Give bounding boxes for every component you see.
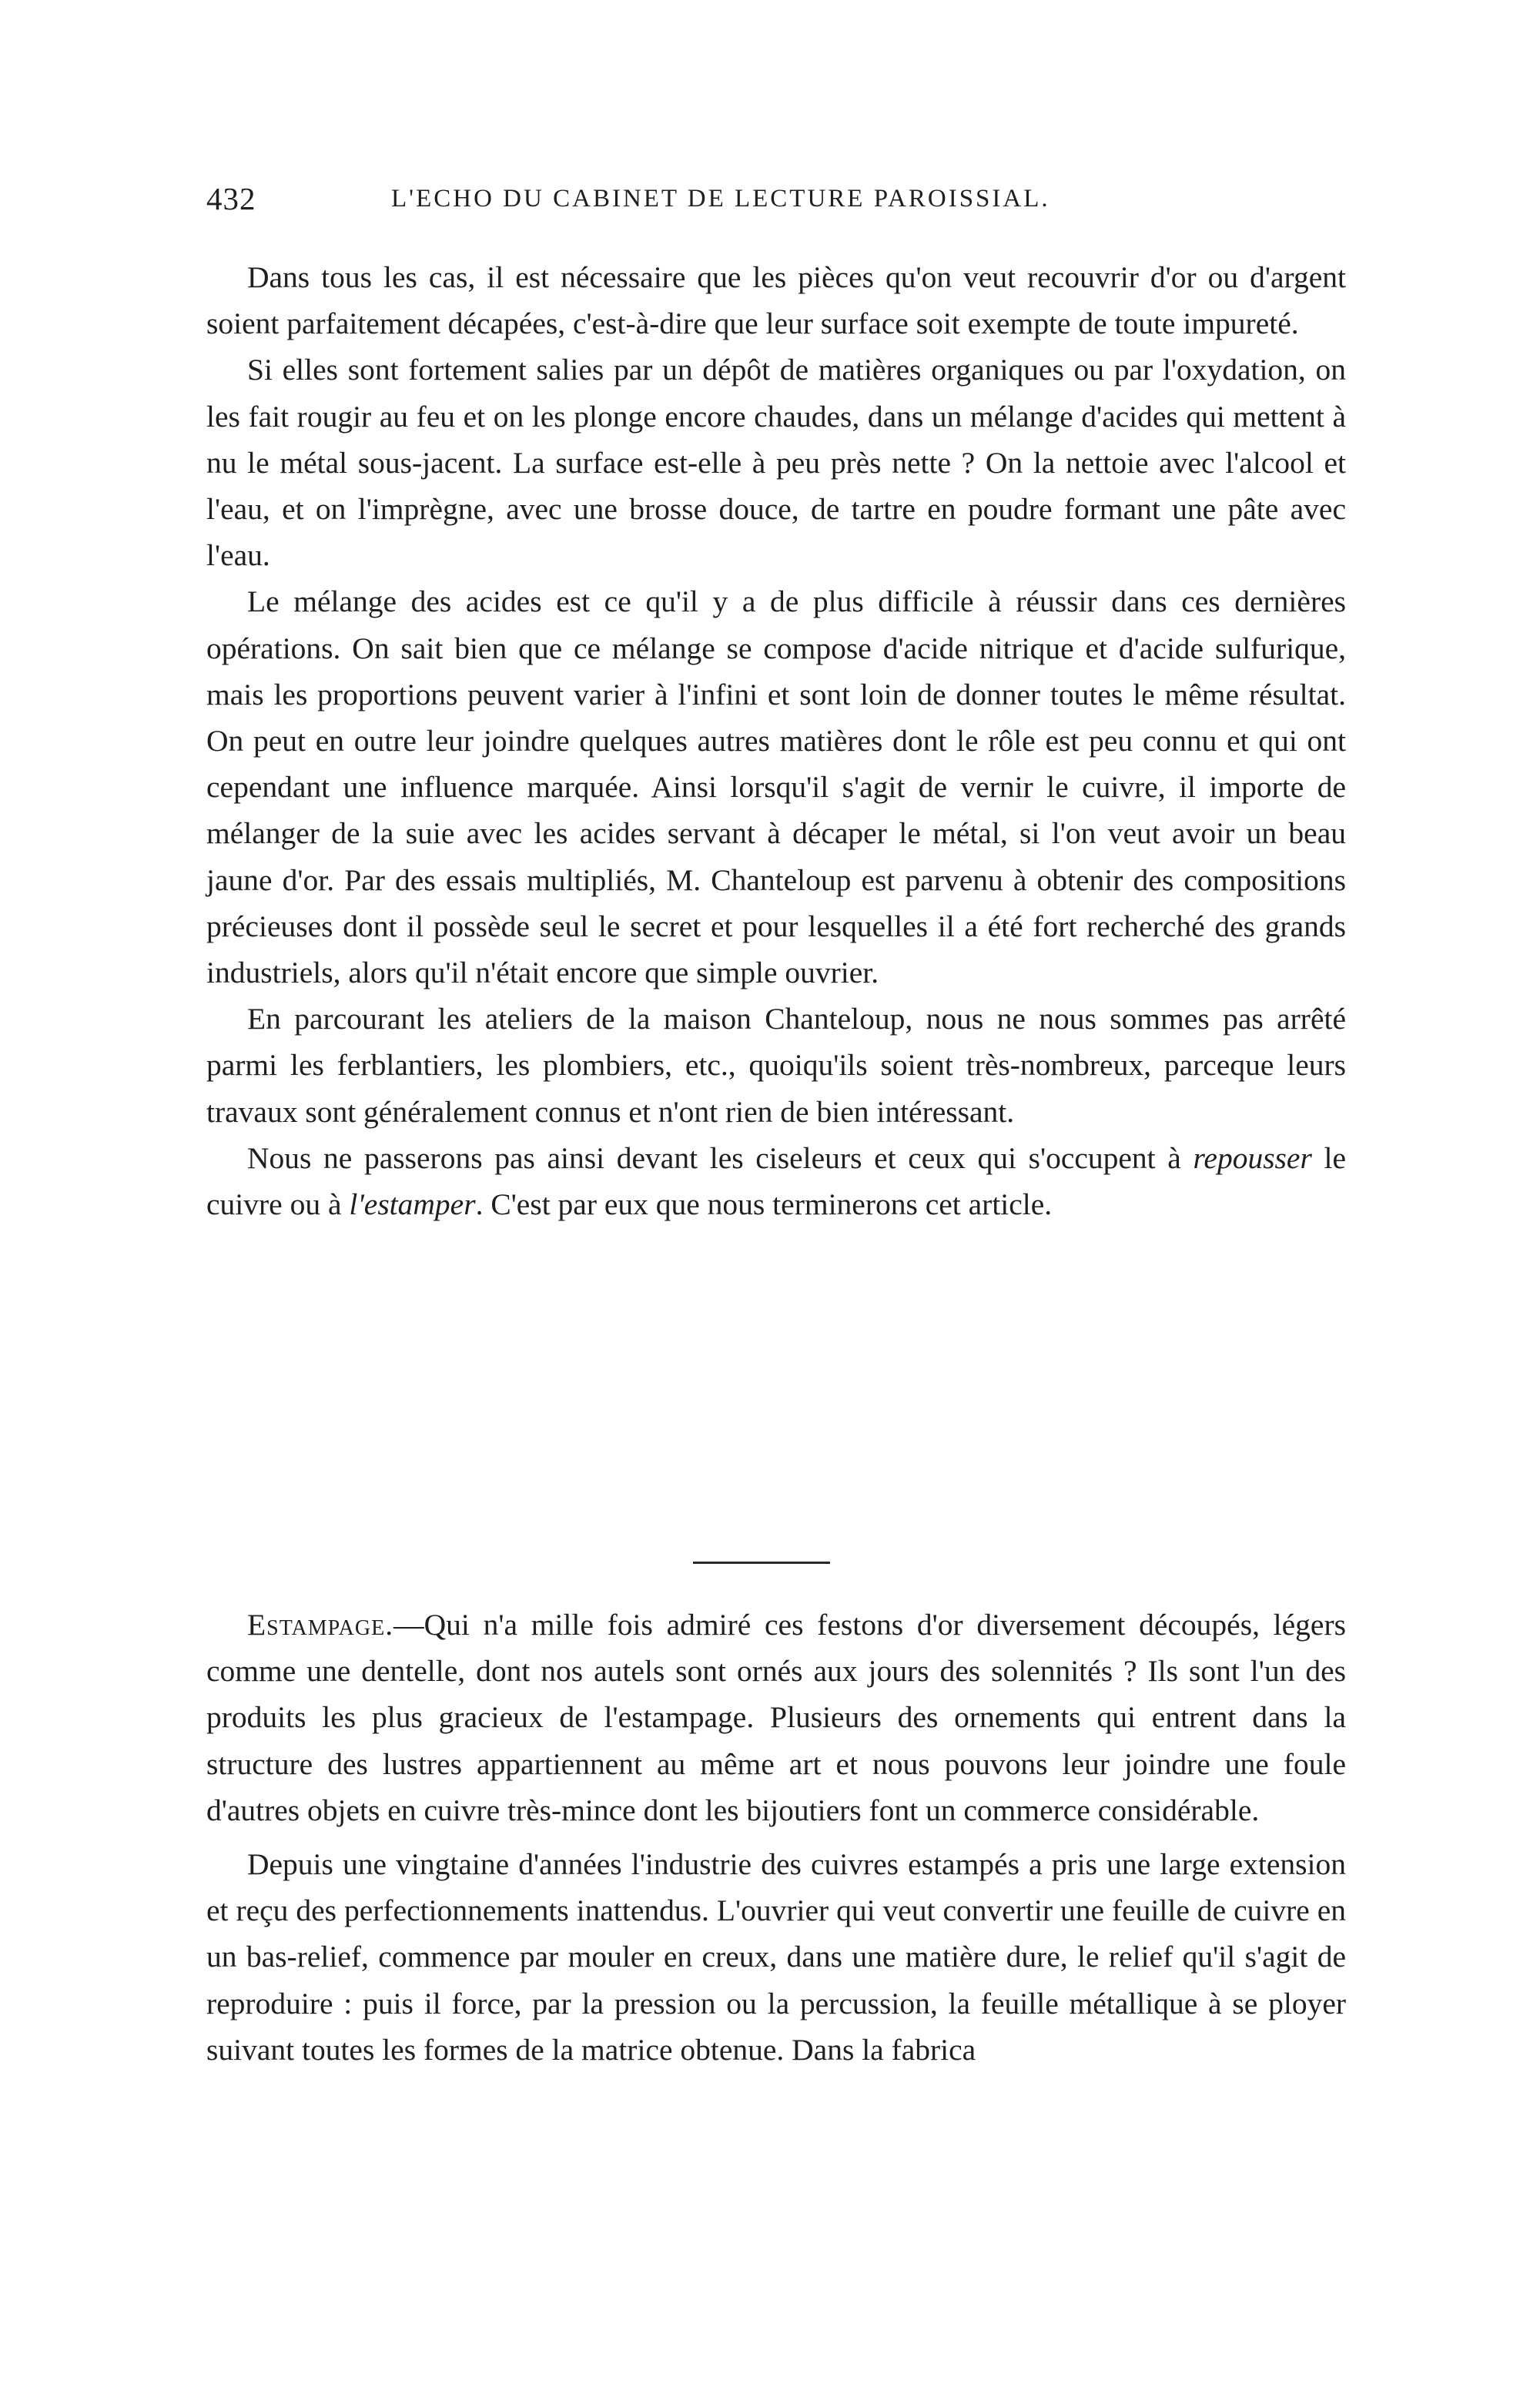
paragraph-closing <box>206 1135 1346 1227</box>
paragraph-with-heading <box>206 1602 1346 1833</box>
italic-term: repousser <box>1193 1140 1312 1175</box>
paragraph: Dans tous les cas, il est nécessaire que les pièces qu'on veut recouvrir d'or ou d'argent soient parfaitement décapées, c'est-à-dire que leur surface soit exempte de toute impureté. <box>206 260 1346 341</box>
italic-term: l'estamper <box>349 1187 476 1222</box>
page-header <box>206 176 1346 222</box>
page-number: 432 <box>206 181 256 216</box>
paragraph: Depuis une vingtaine d'années l'industrie des cuivres estampés a pris une large extension et reçu des perfectionnements inattendus. L'ouvrier qui veut convertir une feuille de cuivre en un bas-relief, commence par mouler en creux, dans une matière dure, le relief qu'il s'agit de reproduire : puis il force, par la pression ou la percussion, la feuille métallique à se ployer suivant toutes les formes de la matrice obtenue. Dans la fabrica <box>206 1847 1346 2067</box>
text-run: Nous ne passerons pas ainsi devant les ciseleurs et ceux qui s'occupent à <box>247 1140 1194 1175</box>
paragraph: Si elles sont fortement salies par un dépôt de matières organiques ou par l'oxydation, on les fait rougir au feu et on les plonge encore chaudes, dans un mélange d'acides qui mettent à nu le métal sous-jacent. La surface est-elle à peu près nette ? On la nettoie avec l'alcool et l'eau, et on l'imprègne, avec une brosse douce, de tartre en poudre formant une pâte avec l'eau. <box>206 353 1346 573</box>
article-section-gilding <box>206 254 1346 1227</box>
text-run: . C'est par eux que nous terminerons cet article. <box>475 1187 1053 1222</box>
section-heading: Estampage. <box>247 1608 394 1642</box>
text-run: —Qui n'a mille fois admiré ces festons d'or diversement découpés, légers comme une dentelle, dont nos autels sont ornés aux jours des solennités ? Ils sont l'un des produits les plus gracieux de l'estampage. Plusieurs des ornements qui entrent dans la structure des lustres appartiennent au même art et nous pouvons leur joindre une foule d'autres objets en cuivre très-mince dont les bijoutiers font un commerce considérable. <box>206 1608 1346 1827</box>
text-run: le cuivre ou à <box>206 1140 1347 1222</box>
paragraph: En parcourant les ateliers de la maison Chanteloup, nous ne nous sommes pas arrêté parmi les ferblantiers, les plombiers, etc., quoiqu'ils soient très-nombreux, parceque leurs travaux sont généralement connus et n'ont rien de bien intéressant. <box>206 1002 1346 1129</box>
article-section-stamping <box>206 1602 1346 2073</box>
running-title: L'ECHO DU CABINET DE LECTURE PAROISSIAL. <box>391 185 1050 213</box>
section-divider <box>693 1562 830 1564</box>
paragraph: Le mélange des acides est ce qu'il y a de plus difficile à réussir dans ces dernières opérations. On sait bien que ce mélange se compose d'acide nitrique et d'acide sulfurique, mais les proportions peuvent varier à l'infini et sont loin de donner toutes le même résultat. On peut en outre leur joindre quelques autres matières dont le rôle est peu connu et qui ont cependant une influence marquée. Ainsi lorsqu'il s'agit de vernir le cuivre, il importe de mélanger de la suie avec les acides servant à décaper le métal, si l'on veut avoir un beau jaune d'or. Par des essais multipliés, M. Chanteloup est parvenu à obtenir des compositions précieuses dont il possède seul le secret et pour lesquelles il a été fort recherché des grands industriels, alors qu'il n'était encore que simple ouvrier. <box>206 584 1346 990</box>
